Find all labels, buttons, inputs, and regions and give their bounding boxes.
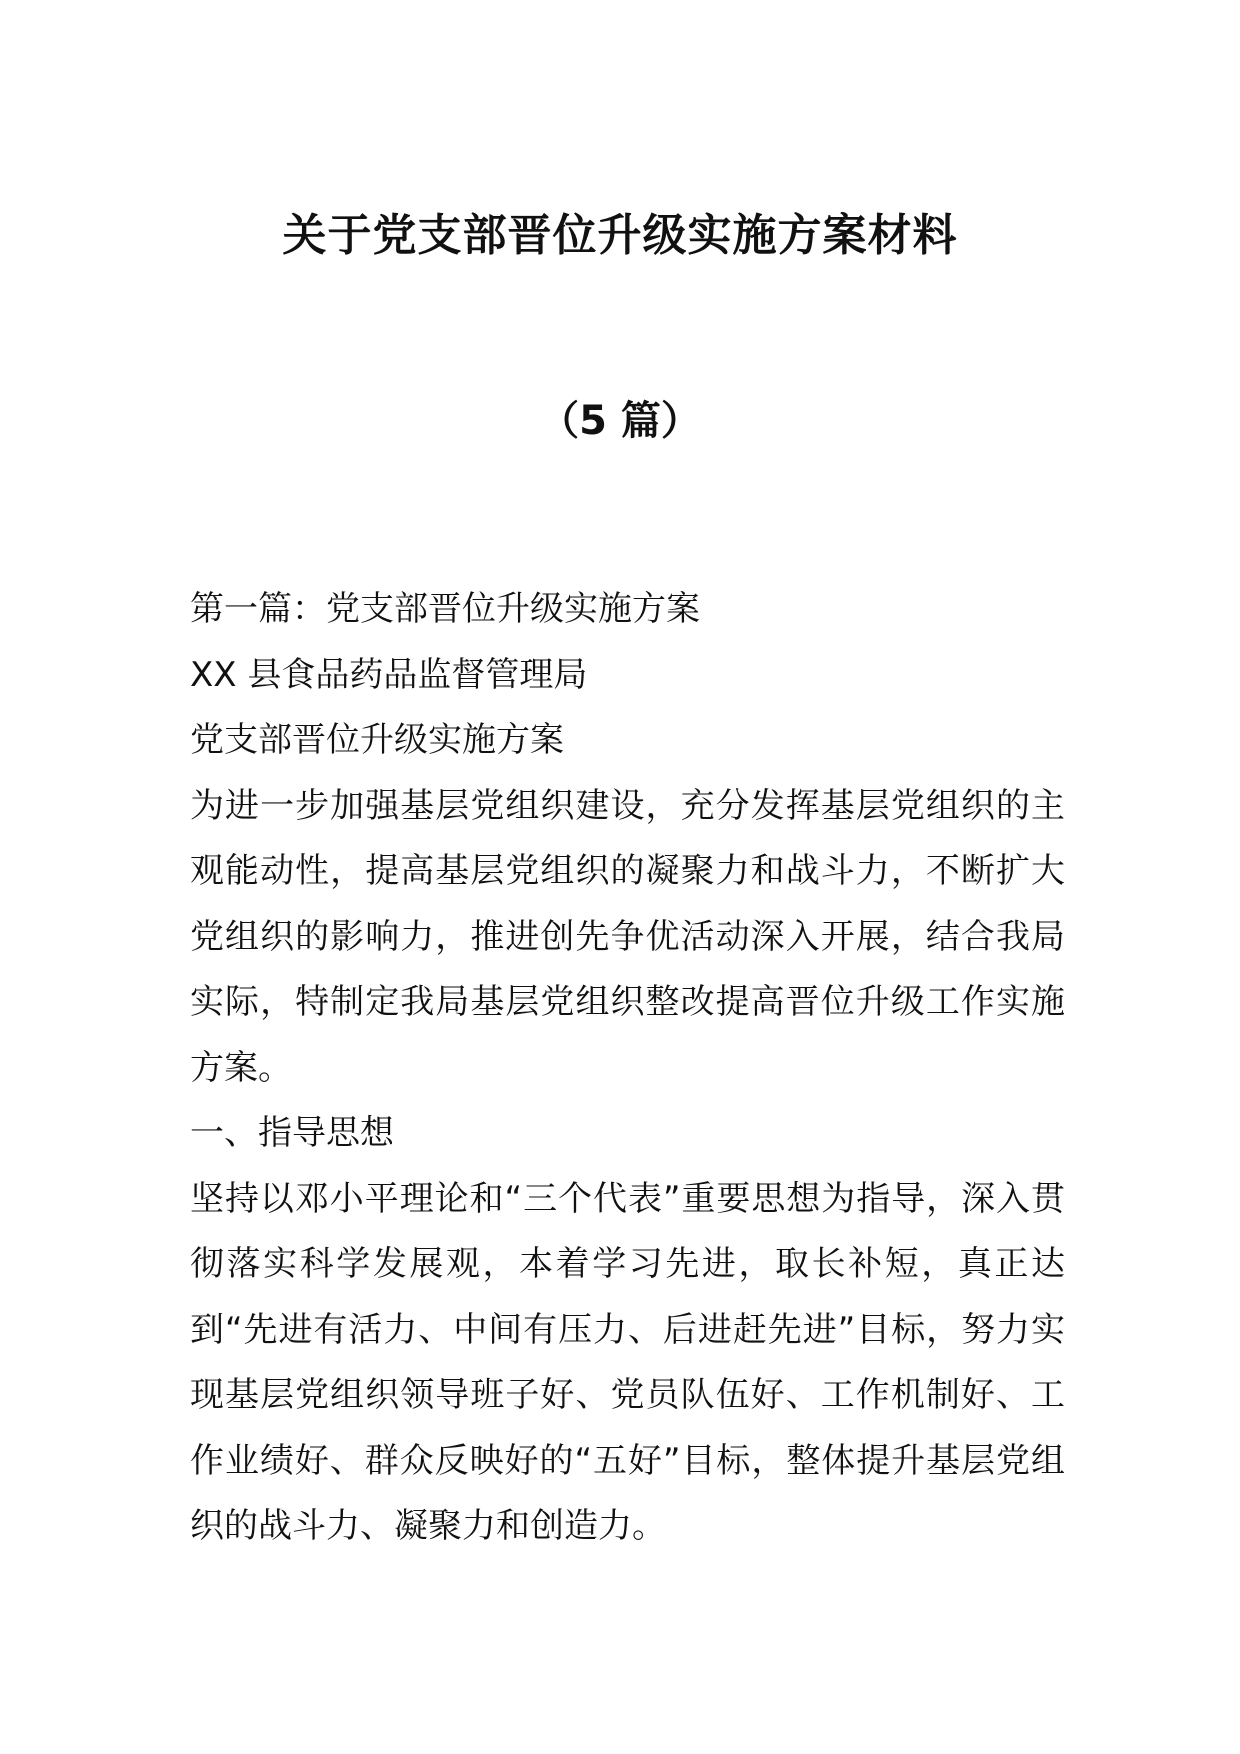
guiding-ideology-paragraph: 坚持以邓小平理论和“三个代表”重要思想为指导，深入贯彻落实科学发展观，本着学习先进，取长补短，真正达到“先进有活力、中间有压力、后进赶先进”目标，努力实现基层党组织领导班子好、党员队伍好、工作机制好、工作业绩好、群众反映好的“五好”目标，整体提升基层党组织的战斗力、凝聚力和创造力。: [190, 1178, 1065, 1546]
section-heading-guiding-ideology: 一、指导思想: [190, 1113, 394, 1153]
document-body: [190, 577, 1065, 1560]
plan-title: 党支部晋位升级实施方案: [190, 720, 564, 760]
document-subtitle: （5 篇）: [539, 398, 701, 444]
chapter-heading: 第一篇：党支部晋位升级实施方案: [190, 589, 700, 629]
document-title: 关于党支部晋位升级实施方案材料: [282, 210, 958, 261]
organization-name: XX 县食品药品监督管理局: [190, 654, 588, 695]
intro-paragraph: 为进一步加强基层党组织建设，充分发挥基层党组织的主观能动性，提高基层党组织的凝聚力和战斗力，不断扩大党组织的影响力，推进创先争优活动深入开展，结合我局实际，特制定我局基层党组织整改提高晋位升级工作实施方案。: [190, 785, 1065, 1088]
